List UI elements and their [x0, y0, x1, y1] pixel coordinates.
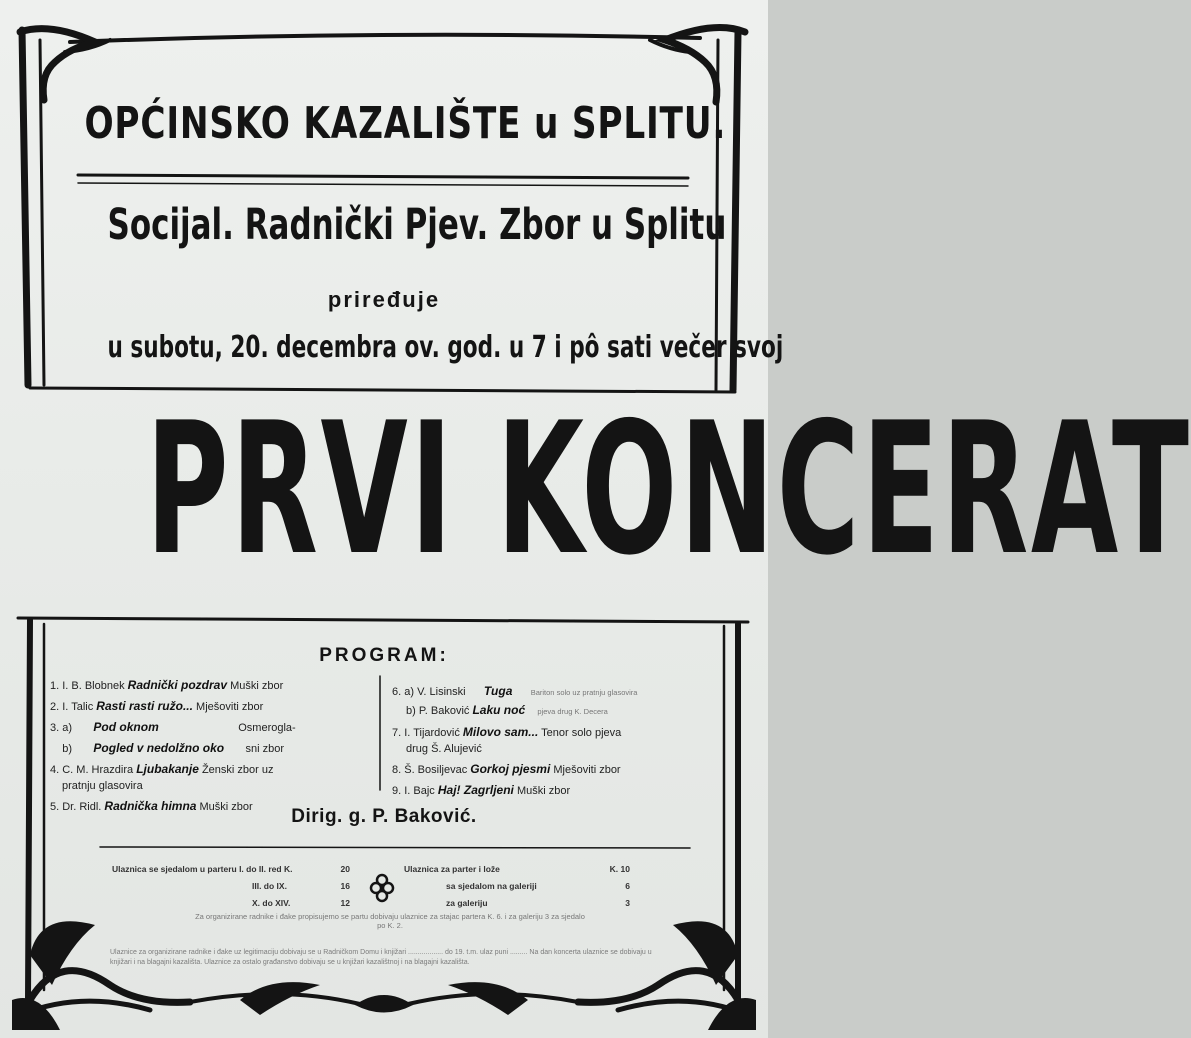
program-item: 6. a) V. Lisinski Tuga Bariton solo uz pratnju glasovira	[392, 684, 638, 698]
ticket-row: X. do XIV. 12	[252, 898, 350, 908]
program-item: drug Š. Alujević	[406, 743, 482, 755]
ticket-row: Ulaznica za parter i lože K. 10	[404, 864, 630, 874]
choir-name: Socijal. Radnički Pjev. Zbor u Splitu	[107, 200, 727, 250]
ticket-row: za galeriju 3	[446, 898, 630, 908]
program-item: 9. I. Bajc Haj! Zagrljeni Muški zbor	[392, 783, 571, 797]
program-item: b) Pogled v nedolžno oko sni zbor	[62, 741, 285, 755]
ornament-icon	[368, 872, 396, 904]
tickets-right	[404, 864, 630, 908]
ticket-row: III. do IX. 16	[252, 881, 350, 891]
program-left-column	[50, 678, 296, 814]
program-item: 5. Dr. Ridl. Radnička himna Muški zbor	[50, 799, 253, 813]
program-item: 2. I. Talic Rasti rasti ružo... Mješoviti zbor	[50, 699, 264, 713]
program-item: 1. I. B. Blobnek Radnički pozdrav Muški zbor	[50, 678, 284, 692]
ticket-row: Ulaznica se sjedalom u parteru I. do II. red K. 20	[112, 864, 350, 874]
program-item: 8. Š. Bosiljevac Gorkoj pjesmi Mješoviti zbor	[392, 762, 621, 776]
conductor: Dirig. g. P. Baković.	[291, 806, 477, 827]
program-heading: PROGRAM:	[319, 645, 449, 666]
tickets-left	[112, 864, 350, 908]
concert-title: PRVI KONCERAT	[145, 383, 1191, 595]
fine-print-1: Za organizirane radnike i đake propisujemo se partu dobivaju ulaznice za stajac partera K. 6. i za galeriju 3 za sjedalo po K. 2.	[195, 912, 585, 930]
ticket-row: sa sjedalom na galeriji 6	[446, 881, 630, 891]
program-item: pratnju glasovira	[62, 780, 143, 792]
theatre-name: OPĆINSKO KAZALIŠTE u SPLITU.	[84, 98, 727, 149]
program-item: 7. I. Tijardović Milovo sam... Tenor solo pjeva	[392, 725, 622, 739]
program-item: 4. C. M. Hrazdira Ljubakanje Ženski zbor uz	[50, 762, 274, 776]
fine-print-2: Ulaznice za organizirane radnike i đake uz legitimaciju dobivaju se u Radničkom Domu i knjižari .................. do 19. t.m. ulaz puni ......... Na dan koncerta ulaznice se dobivaju u knjižari i na blagajni kazališta. Ulaznice za ostalo građanstvo dobivaju se u knjižari kazalištnoj i na blagajni kazališta.	[110, 949, 652, 966]
date-time: u subotu, 20. decembra ov. god. u 7 i pô sati večer svoj	[107, 330, 784, 365]
program-item: b) P. Baković Laku noć pjeva drug K. Decera	[406, 703, 608, 717]
program-right-column	[392, 684, 637, 798]
program-item: 3. a) Pod oknom Osmerogla-	[50, 720, 296, 734]
presents-text: priređuje	[327, 287, 441, 312]
